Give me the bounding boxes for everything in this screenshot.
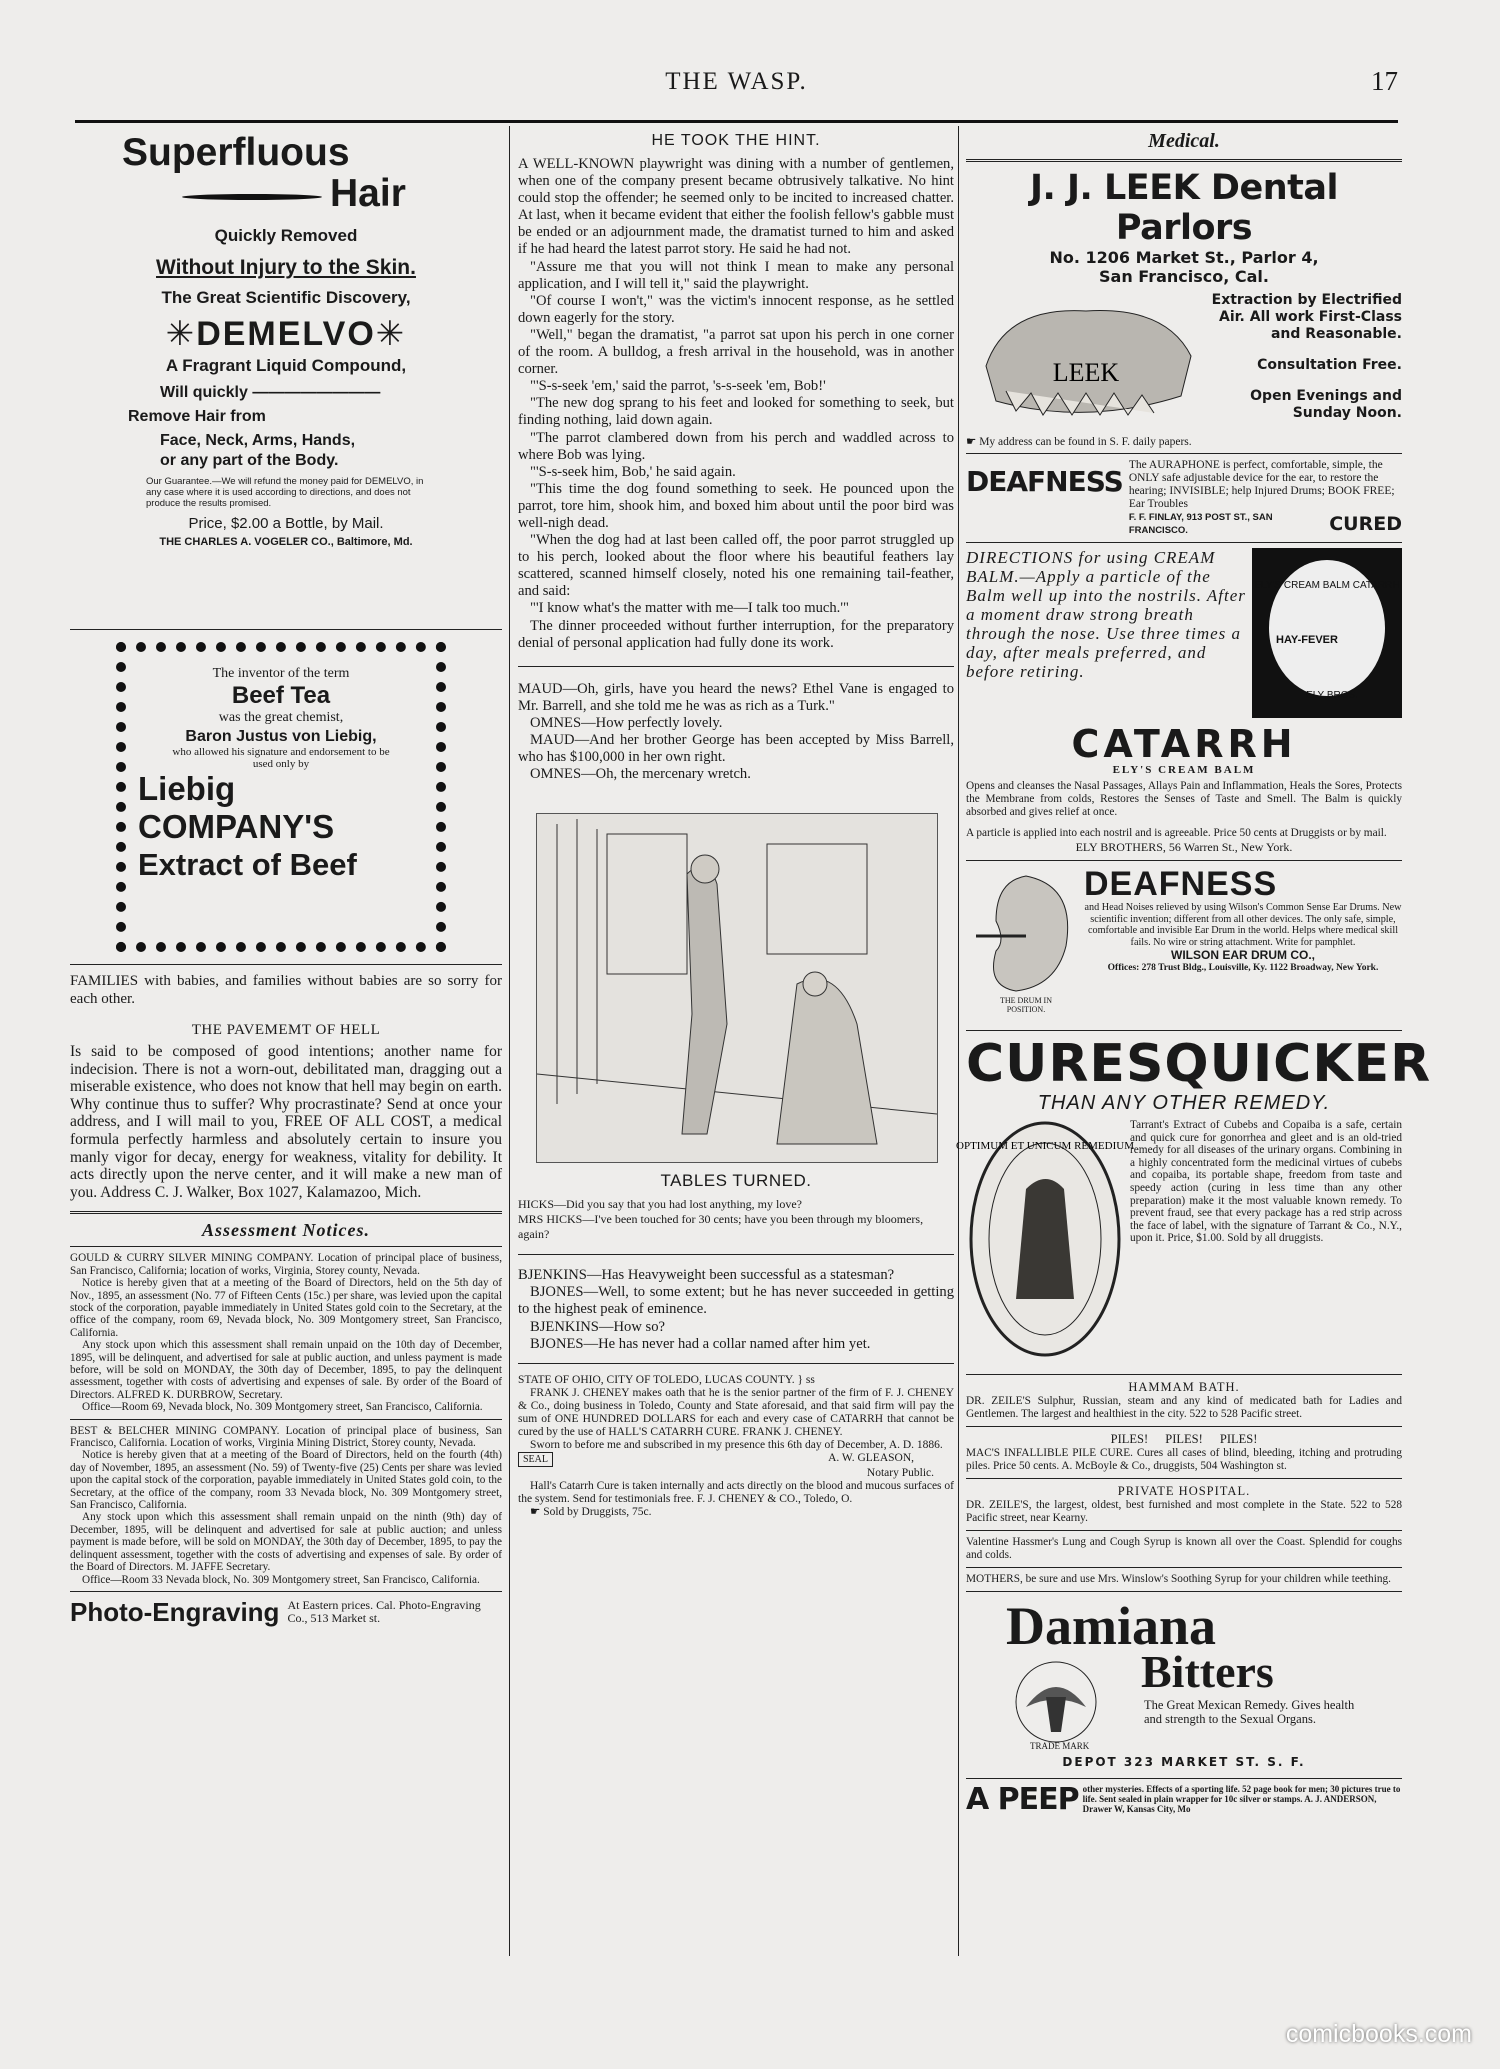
ear-illustration (966, 866, 1084, 1016)
ad-body: DR. ZEILE'S, the largest, oldest, best furnished and most complete in the State. 522 to 528 Pacific street, near Kearny. (966, 1499, 1402, 1524)
ad-title: PILES! PILES! PILES! (1110, 1432, 1258, 1446)
ad-address: F. F. FINLAY, 913 POST ST., SAN FRANCISCO. (1128, 512, 1273, 536)
remedy-seal-illustration (956, 1119, 1134, 1369)
ad-line: was the great chemist, (218, 710, 344, 725)
ad-title: PRIVATE HOSPITAL. (1117, 1484, 1251, 1498)
ad-body: and Head Noises relieved by using Wilson's Common Sense Ear Drums. New scientific invention; different from all other devices. The only safe, simple, comfortable and invisible Ear Drum in the world. Helps where medical skill fails. No wire or string attachment. Write for pamphlet. (1084, 902, 1402, 948)
page-header (75, 64, 1398, 123)
ad-body: other mysteries. Effects of a sporting life. 52 page book for men; 30 pictures true to life. Sent sealed in plain wrapper for 10c silver or stamps. A. J. ANDERSON, Drawer W, Kansas City, Mo (1082, 1784, 1401, 1814)
ad-address: ELY BROTHERS, 56 Warren St., New York. (1075, 840, 1293, 854)
ad-line: San Francisco, Cal. (1099, 267, 1269, 286)
ad-line: The inventor of the term (212, 666, 350, 681)
notary-name: A. W. GLEASON, (828, 1451, 914, 1464)
ad-company: THE CHARLES A. VOGELER CO., Baltimore, Md. (159, 536, 413, 548)
notice-text: Notice is hereby given that at a meeting of the Board of Directors, held on the fourth (4th) day of November, 1895, an assessment (No. 59) of Twenty-five (25) Cents per share was levied upon the capital stock of the corporation, payable immediately in United States gold coin, to the Secretary, at the office of the company, room 33 Nevada block, No. 309 Montgomery street, San Francisco, California. (70, 1449, 502, 1512)
ad-headline: Photo-Engraving (70, 1596, 280, 1627)
eagle-emblem (1006, 1657, 1106, 1747)
cartoon-caption: TABLES TURNED. (660, 1171, 812, 1191)
ad-copy (1206, 286, 1402, 436)
ad-body: DR. ZEILE'S Sulphur, Russian, steam and any kind of medicated bath for Ladies and Gentlemen. The largest and healthiest in the city. 522 to 528 Pacific street. (966, 1395, 1402, 1420)
column-divider (509, 126, 510, 1956)
divider (966, 542, 1402, 543)
head-text: ELY BROS. (1306, 690, 1358, 701)
ad-line: A Fragrant Liquid Compound, (165, 356, 407, 375)
ad-body: The Great Mexican Remedy. Gives health and strength to the Sexual Organs. (1144, 1698, 1355, 1726)
ad-body: A particle is applied into each nostril and is agreeable. Price 50 cents at Druggists or by mail. (966, 827, 1387, 839)
ad-line: Liebig (138, 770, 236, 807)
cartoon-dialogue: MRS HICKS—I've been touched for 30 cents; have you been through my bloomers, again? (518, 1212, 924, 1242)
ad-body: MAC'S INFALLIBLE PILE CURE. Cures all cases of blind, bleeding, itching and protruding piles. Price 50 cents. A. McBoyle & Co., druggists, 504 Washington st. (966, 1447, 1402, 1472)
story-paragraph: "'S-s-seek him, Bob,' he said again. (530, 463, 736, 480)
ad-copy (1084, 866, 1402, 1016)
wilson-ear-drum-ad (966, 866, 1402, 1016)
notice-text: BEST & BELCHER MINING COMPANY. Location of principal place of business, San Francisco, California. Location of works, Virginia Mining District, Storey county, Nevada. (70, 1424, 502, 1450)
piles-ad (966, 1432, 1402, 1473)
divider (70, 1211, 502, 1214)
divider (518, 1363, 954, 1364)
notice-text: GOULD & CURRY SILVER MINING COMPANY. Location of principal place of business, San Francisco, California; location of works, Virginia, Storey county, Nevada. (70, 1252, 502, 1277)
dialogue-line: BJONES—He has never had a collar named after him yet. (530, 1335, 871, 1352)
divider (70, 1591, 502, 1592)
dialogue-line: BJONES—Well, to some extent; but he has never succeeded in getting to the highest peak of eminence. (518, 1284, 954, 1318)
ad-headline: A PEEP (966, 1782, 1079, 1817)
ad-line: No. 1206 Market St., Parlor 4, (1049, 248, 1319, 267)
pavement-body: Is said to be composed of good intentions; another name for indecision. There is not a worn-out, debilitated man, dragging out a miserable existence, who does not know that hell may begin on earth. Why continue thus to suffer? Why procrastinate? Send at once your address, and I will mail to you, FREE OF ALL COST, a medical formula perfectly harmless and absolutely certain to insure you manly vigor for decay, energy for weakness, vitality for debility. It acts directly upon the nerve center, and it will make a new man of you. Address C. J. Walker, Box 1027, Kalamazoo, Mich. (70, 1043, 502, 1201)
peep-ad (966, 1784, 1402, 1816)
ely-cream-balm-ad (966, 548, 1402, 855)
column-left (70, 124, 502, 2024)
ad-headline: Superfluous (122, 131, 350, 174)
ad-line: Quickly Removed (214, 226, 358, 245)
divider (966, 453, 1402, 454)
ad-line: ☛ Sold by Druggists, 75c. (530, 1505, 652, 1518)
divider (518, 666, 954, 667)
ad-line: Consultation Free. (1257, 357, 1402, 373)
seal-text: OPTIMUM ET UNICUM REMEDIUM (956, 1140, 1134, 1152)
column-middle (518, 124, 954, 1964)
notice-text: Any stock upon which this assessment shall remain unpaid on the ninth (9th) day of December, 1895, will be delinquent and advertised for sale at public auction; and unless payment is made before, will be sold on MONDAY, the 30th day of December, 1895, to pay the delinquent assessment, together with the costs of advertising and expenses of sale. By order of the Board of Directors. M. JAFFE Secretary. (70, 1511, 502, 1574)
demelvo-ad (70, 132, 502, 624)
ad-line: Will quickly ———————— (160, 384, 381, 401)
trade-mark-label: TRADE MARK (1030, 1741, 1090, 1751)
divider (966, 1374, 1402, 1375)
story-paragraph: "'I know what's the matter with me—I talk too much.'" (530, 600, 849, 617)
ad-line: STATE OF OHIO, CITY OF TOLEDO, LUCAS COUNTY. } ss (518, 1373, 815, 1386)
divider (70, 1246, 502, 1247)
divider (966, 1567, 1402, 1568)
story-paragraph: "This time the dog found something to seek. He pounced upon the parrot, tore him, shook him, and boxed him about until the poor bird was well-nigh dead. (518, 480, 954, 531)
ad-line: or any part of the Body. (160, 452, 339, 469)
divider (966, 159, 1402, 162)
ad-headline (966, 1034, 1432, 1094)
cheney-ad (518, 1374, 954, 1519)
dialogue-line: MAUD—And her brother George has been accepted by Miss Barrell, who has $100,000 in her own right. (518, 732, 954, 766)
ad-copy: The AURAPHONE is perfect, comfortable, simple, the ONLY safe adjustable device for the ear, to restore the hearing; INVISIBLE; help Injured Drums; BOOK FREE; Ear Troubles F. F. FINLAY, 913 POST ST., SAN FRANCISCO. CURED (1128, 459, 1402, 536)
story-paragraph: The dinner proceeded without further interruption, for the preparatory denial of personal application had fully done its work. (518, 617, 954, 651)
ad-line: who allowed his signature and endorsement to be used only by (172, 746, 390, 770)
column-right (956, 124, 1432, 1994)
headline-word: QUICKER (1164, 1034, 1432, 1094)
figure-caption: THE DRUM IN POSITION. (1000, 996, 1052, 1014)
ad-headline: DEAFNESS (966, 465, 1123, 498)
swash-ornament (182, 194, 322, 200)
story-paragraph: "Well," began the dramatist, "a parrot sat upon his perch in one corner of the room. A bulldog, a fresh arrival in the household, was in another corner. (518, 326, 954, 378)
assessment-notices (70, 1252, 502, 1586)
families-paragraph: FAMILIES with babies, and families without babies are so sorry for each other. (70, 973, 502, 1007)
ad-line: The Great Scientific Discovery, (161, 288, 411, 307)
ad-headline: Hair (330, 172, 406, 215)
liebig-ad (116, 642, 446, 952)
ad-line: ELY'S CREAM BALM (1112, 764, 1256, 776)
assessment-heading: Assessment Notices. (201, 1220, 370, 1241)
divider (70, 629, 502, 630)
private-hospital-ad (966, 1484, 1402, 1525)
ad-body: FRANK J. CHENEY makes oath that he is the senior partner of the firm of F. J. CHENEY & Co., doing business in Toledo, County and State aforesaid, and that said firm will pay the sum of ONE HUNDRED DOLLARS for each and every case of CATARRH that cannot be cured by the use of HALL'S CATARRH CURE. FRANK J. CHENEY. (518, 1386, 954, 1438)
divider (966, 1591, 1402, 1592)
ad-line: At Eastern prices. Cal. Photo-Engraving Co., 513 Market st. (287, 1598, 481, 1626)
dialogue-line: OMNES—Oh, the mercenary wretch. (530, 766, 751, 783)
divider (70, 1419, 502, 1420)
ad-directions: DIRECTIONS for using CREAM BALM.—Apply a particle of the Balm well up into the nostrils. After a moment draw strong breath through the nose. Use three times a day, after meals preferred, and before retiring. (966, 548, 1246, 681)
ad-line: Beef Tea (231, 682, 331, 709)
notice-text: Office—Room 69, Nevada block, No. 309 Montgomery street, San Francisco, California. (82, 1401, 483, 1414)
notice-text: Notice is hereby given that at a meeting of the Board of Directors, held on the 5th day of Nov., 1895, an assessment (No. 77 of Fifteen Cents (15c.) per share, was levied upon the capital stock of the corporation, payable immediately in United States gold coin to the Secretary, at the office of the company, room 69, Nevada block, No. 309 Montgomery street, San Francisco, California. (70, 1277, 502, 1339)
story-title: HE TOOK THE HINT. (651, 132, 821, 149)
head-text: ELY'S CREAM BALM CATARRH (1254, 580, 1400, 591)
story-paragraph: "The parrot clambered down from his perch and waddled across to where Bob was lying. (518, 429, 954, 463)
ad-title: HAMMAM BATH. (1128, 1380, 1240, 1394)
cartoon-illustration (536, 813, 938, 1163)
ad-body: Opens and cleanses the Nasal Passages, Allays Pain and Inflammation, Heals the Sores, Protects the Membrane from colds, Restores the Senses of Taste and Smell. The Balm is quickly absorbed and gives relief at once. (966, 780, 1402, 818)
ad-guarantee: Our Guarantee.—We will refund the money paid for DEMELVO, in any case where it is used according to directions, and does not produce the results promised. (146, 476, 424, 509)
ad-headline: J. J. LEEK Dental Parlors (1030, 168, 1338, 248)
pavement-title: THE PAVEMEMT OF HELL (191, 1022, 381, 1038)
story-paragraph: "Assure me that you will not think I mean to make any personal application, and I will tell it," said the playwright. (518, 258, 954, 292)
ad-line: Remove Hair from (128, 408, 266, 425)
ad-address: DEPOT 323 MARKET ST. S. F. (1062, 1755, 1306, 1769)
dialogue-line: MAUD—Oh, girls, have you heard the news? Ethel Vane is engaged to Mr. Barrell, and she told me he was as rich as a Turk." (518, 680, 954, 714)
divider (966, 860, 1402, 861)
damiana-ad (966, 1597, 1402, 1773)
plate-label: LEEK (1052, 358, 1120, 387)
notary-title: Notary Public. (866, 1466, 934, 1479)
watermark: comicbooks.com (1285, 2020, 1472, 2048)
winslow-ad: MOTHERS, be sure and use Mrs. Winslow's Soothing Syrup for your children while teething. (966, 1573, 1391, 1585)
ad-line: Sworn to before me and subscribed in my presence this 6th day of December, A. D. 1886. (530, 1438, 943, 1451)
story-paragraph: "When the dog had at last been called off, the poor parrot struggled up to his perch, looked about the floor where his beautiful feathers lay scattered, scanned himself closely, noted his one remaining tail-feather, and said: (518, 532, 954, 600)
divider (966, 1530, 1402, 1531)
dialogue-line: BJENKINS—How so? (530, 1318, 665, 1335)
tarrant-ad (956, 1034, 1432, 1369)
ad-line: Without Injury to the Skin. (156, 256, 416, 279)
divider (966, 1478, 1402, 1479)
ad-address: Offices: 278 Trust Bldg., Louisville, Ky. 1122 Broadway, New York. (1107, 963, 1379, 973)
story-body (518, 156, 954, 652)
demelvo-brand: ✳DEMELVO✳ (165, 315, 407, 353)
seal-mark: SEAL (518, 1452, 553, 1467)
valentine-ad: Valentine Hassmer's Lung and Cough Syrup is known all over the Coast. Splendid for coughs and colds. (966, 1536, 1402, 1561)
ad-headline: Damiana (1006, 1596, 1217, 1656)
denture-illustration (966, 286, 1206, 436)
ad-body: Tarrant's Extract of Cubebs and Copaiba is a safe, certain and quick cure for gonorrhea and gleet and is an old-tried remedy for all diseases of the urinary organs. Combining in a highly concentrated form the medicinal virtues of cubebs and copaiba, its portable shape, freedom from taste and speedy action (curing in less time than any other preparation) make it the most valuable known remedy. To prevent fraud, see that every package has a red strip across the face of label, with the signature of Tarrant & Co., N.Y., upon it. Price, $1.00. Sold by all druggists. (1130, 1119, 1402, 1245)
ad-line: Extract of Beef (138, 847, 357, 882)
page-number: 17 (1371, 66, 1398, 96)
divider (70, 964, 502, 965)
ad-headline: DEAFNESS (1084, 865, 1278, 903)
balm-head-illustration (1252, 548, 1402, 718)
story-paragraph: "'S-s-seek 'em,' said the parrot, 's-s-seek 'em, Bob!' (530, 378, 826, 395)
bjenkins-dialogue (518, 1267, 954, 1352)
maud-dialogue (518, 681, 954, 784)
dialogue-line: OMNES—How perfectly lovely. (530, 714, 723, 731)
divider (518, 1254, 954, 1255)
notary-block (518, 1452, 954, 1467)
auraphone-ad (966, 459, 1402, 537)
story-paragraph: "Of course I won't," was the victim's innocent response, as he settled down eagerly for the story. (518, 292, 954, 326)
ad-price: Price, $2.00 a Bottle, by Mail. (188, 515, 384, 532)
column-divider (958, 126, 959, 1956)
section-heading: Medical. (1148, 130, 1220, 152)
divider (966, 1426, 1402, 1427)
notice-text: Office—Room 33 Nevada block, No. 309 Montgomery street, San Francisco, California. (82, 1573, 480, 1586)
divider (966, 1030, 1402, 1031)
ad-body: Hall's Catarrh Cure is taken internally and acts directly on the blood and mucous surfaces of the system. Send for testimonials free. F. J. CHENEY & CO., Toledo, O. (518, 1479, 954, 1505)
ad-headline: CURED (1329, 512, 1402, 535)
ad-subheadline: THAN ANY OTHER REMEDY. (1037, 1092, 1331, 1114)
ad-line: Baron Justus von Liebig, (185, 728, 377, 745)
leek-dental-ad (966, 168, 1402, 448)
ad-headline: CATARRH (1071, 722, 1297, 766)
ad-line: Open Evenings and Sunday Noon. (1250, 388, 1402, 421)
ad-company: WILSON EAR DRUM CO., (1171, 948, 1315, 962)
headline-word: CURES (966, 1034, 1165, 1094)
ad-headline: Bitters (1141, 1646, 1274, 1697)
notice-text: Any stock upon which this assessment shall remain unpaid on the 10th day of December, 1895, will be delinquent, and advertised for sale at public auction, and unless payment is made before, will be sold on MONDAY, the 30th day of December, 1895, to pay the delinquent assessment, together with costs of advertising and expenses of sale. By order of the Board of Directors. ALFRED K. DURBROW, Secretary. (70, 1339, 502, 1401)
photo-engraving-ad (70, 1597, 502, 1628)
masthead-title: THE WASP. (665, 68, 808, 95)
dialogue-line: BJENKINS—Has Heavyweight been successful as a statesman? (518, 1267, 895, 1284)
cartoon-dialogue: HICKS—Did you say that you had lost anything, my love? (518, 1197, 802, 1212)
story-paragraph: A WELL-KNOWN playwright was dining with a number of gentlemen, when one of the company present became obtrusively talkative. No hint could stop the offender; he seemed only to be incited to increased chatter. At last, when it became evident that either the foolish fellow's gabble must be ended or an adjournment made, the dramatist turned to him and asked if he had heard the latest parrot story. He said he had not. (518, 156, 954, 258)
divider (966, 1778, 1402, 1779)
ad-line: Face, Neck, Arms, Hands, (160, 432, 356, 449)
hammam-ad (966, 1380, 1402, 1421)
ad-note: ☛ My address can be found in S. F. daily papers. (966, 436, 1192, 448)
ad-line: Extraction by Electrified Air. All work First-Class and Reasonable. (1211, 292, 1402, 342)
story-paragraph: "The new dog sprang to his feet and looked for something to seek, but finding nothing, laid down again. (518, 395, 954, 429)
head-text: HAY-FEVER (1276, 634, 1338, 646)
ad-line: COMPANY'S (138, 808, 335, 845)
